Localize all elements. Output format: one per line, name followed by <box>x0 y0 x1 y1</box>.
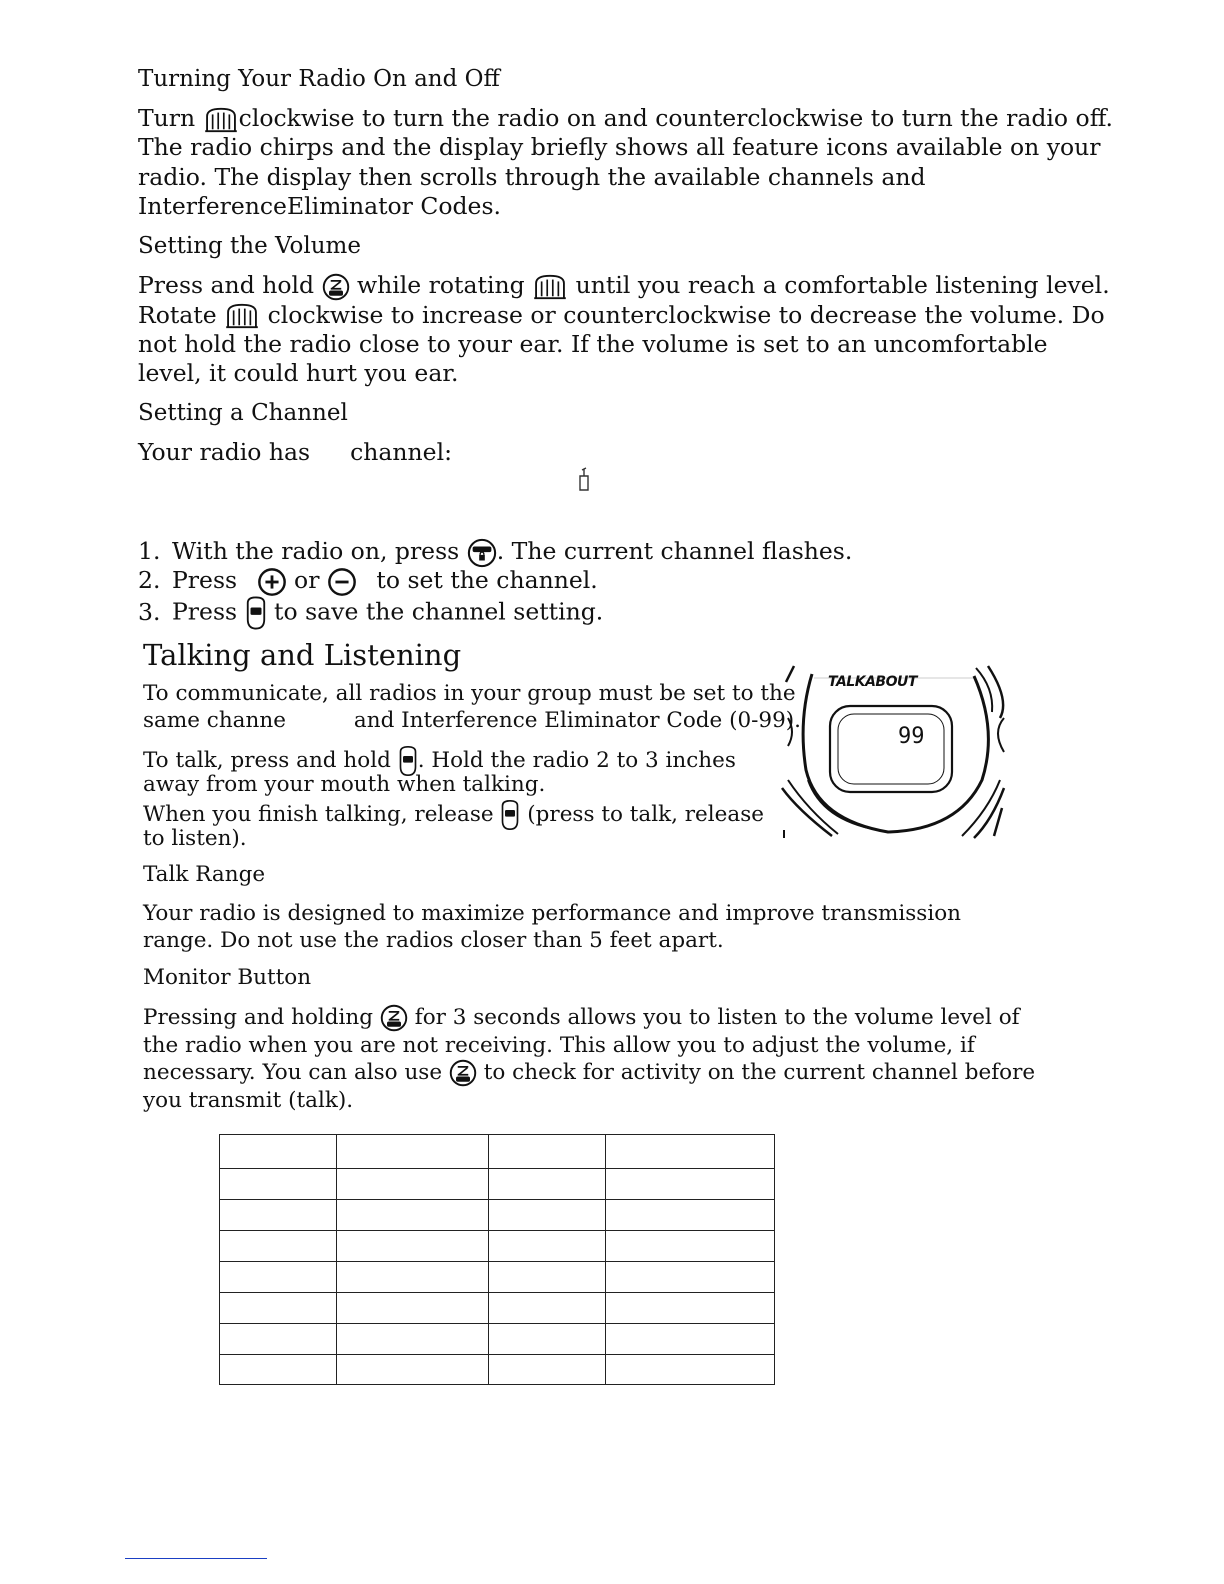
table-cell <box>606 1324 775 1355</box>
heading-talk-range: Talk Range <box>143 862 266 887</box>
text: With the radio on, press <box>172 537 460 565</box>
table-cell <box>606 1169 775 1200</box>
text: to check for activity on the current channel before you transmit (talk). <box>143 1060 1036 1113</box>
channel-step-1 <box>138 537 852 568</box>
text: . Hold the radio 2 to 3 inches <box>417 748 736 773</box>
table-row <box>220 1135 775 1169</box>
heading-monitor-button: Monitor Button <box>143 965 312 990</box>
table-cell <box>220 1200 337 1231</box>
footnote-divider <box>125 1558 267 1559</box>
table-cell <box>220 1355 337 1385</box>
table-cell <box>220 1262 337 1293</box>
table-cell <box>606 1262 775 1293</box>
table-cell <box>220 1169 337 1200</box>
volume-knob-icon <box>203 107 239 133</box>
table-cell <box>337 1200 489 1231</box>
text: You can also use <box>262 1060 443 1085</box>
table-cell <box>606 1200 775 1231</box>
step-number: 2. <box>138 566 161 594</box>
ptt-button-icon <box>245 595 267 631</box>
monitor-button-icon <box>449 1059 477 1087</box>
table-row <box>220 1293 775 1324</box>
text: To talk, press and hold <box>143 748 391 773</box>
table-cell <box>606 1135 775 1169</box>
table-row <box>220 1324 775 1355</box>
channel-intro <box>138 438 452 467</box>
channel-step-2 <box>138 566 598 597</box>
talking-line-4: away from your mouth when talking. <box>143 772 546 797</box>
heading-setting-volume: Setting the Volume <box>138 233 361 259</box>
monitor-button-icon <box>380 1004 408 1032</box>
table-cell <box>337 1135 489 1169</box>
step-number: 1. <box>138 537 161 565</box>
table-cell <box>489 1231 606 1262</box>
heading-turning-on-off: Turning Your Radio On and Off <box>138 66 500 92</box>
table-cell <box>489 1200 606 1231</box>
talking-line-2 <box>143 707 801 734</box>
table-cell <box>220 1324 337 1355</box>
table-cell <box>489 1135 606 1169</box>
table-cell <box>337 1355 489 1385</box>
text: Press and hold <box>138 271 315 299</box>
text: (press to talk, release <box>527 802 764 827</box>
table-cell <box>606 1355 775 1385</box>
channel-step-3 <box>138 595 603 631</box>
radio-illustration <box>778 660 1008 842</box>
text: Turn <box>138 104 196 132</box>
heading-setting-channel: Setting a Channel <box>138 400 348 426</box>
table-cell <box>220 1231 337 1262</box>
volume-knob-icon <box>224 303 260 329</box>
table-cell <box>489 1262 606 1293</box>
table-cell <box>337 1293 489 1324</box>
text: Your radio has <box>138 438 311 466</box>
text: while rotating <box>357 271 525 299</box>
paragraph-talk-range: Your radio is designed to maximize performance and improve transmission range. Do not use the radios closer than 5 feet apart. <box>143 901 962 953</box>
text: Rotate <box>138 300 217 329</box>
table-cell <box>337 1324 489 1355</box>
text: Press <box>172 597 238 626</box>
text: channel: <box>350 438 453 466</box>
text: . The current channel flashes. <box>496 537 853 565</box>
table-cell <box>220 1135 337 1169</box>
monitor-button-icon <box>322 273 350 301</box>
table-cell <box>489 1293 606 1324</box>
minus-button-icon <box>327 567 357 597</box>
menu-button-icon <box>467 538 497 568</box>
faint-icon <box>576 466 592 496</box>
text: Press <box>172 566 238 594</box>
table-row <box>220 1231 775 1262</box>
table-cell <box>606 1293 775 1324</box>
text: When you finish talking, release <box>143 802 494 827</box>
table-row <box>220 1169 775 1200</box>
table-row <box>220 1200 775 1231</box>
text: or <box>294 566 320 594</box>
paragraph-setting-volume <box>138 271 1118 388</box>
text: until you reach a comfortable listening level. <box>575 271 1110 299</box>
text: to save the channel setting. <box>274 597 604 626</box>
channel-table <box>219 1134 775 1385</box>
step-number: 3. <box>138 597 161 626</box>
table-cell <box>489 1355 606 1385</box>
text: Pressing and holding <box>143 1005 374 1030</box>
heading-talking-listening: Talking and Listening <box>143 638 462 672</box>
brand-logo-text: TALKABOUT <box>828 674 917 690</box>
plus-button-icon <box>257 567 287 597</box>
paragraph-turning-on-off <box>138 104 1118 221</box>
table-cell <box>337 1231 489 1262</box>
text: same channe <box>143 708 286 733</box>
volume-knob-icon <box>532 274 568 300</box>
table-cell <box>337 1262 489 1293</box>
table-cell <box>220 1293 337 1324</box>
table-cell <box>489 1169 606 1200</box>
ptt-button-icon <box>500 798 520 832</box>
text: The radio chirps and the display briefly shows all feature icons available on your radio. The display then scrolls through the available channels and InterferenceEliminator Codes. <box>138 133 1101 220</box>
text: clockwise to turn the radio on and counterclockwise to turn the radio off. <box>238 104 1114 132</box>
table-cell <box>337 1169 489 1200</box>
talking-line-6: to listen). <box>143 826 247 851</box>
talking-line-1: To communicate, all radios in your group must be set to the <box>143 681 796 706</box>
table-cell <box>606 1231 775 1262</box>
paragraph-monitor-button <box>143 1004 1043 1114</box>
display-value: 99 <box>898 724 925 749</box>
table-row <box>220 1355 775 1385</box>
table-cell <box>489 1324 606 1355</box>
table-row <box>220 1262 775 1293</box>
text: to set the channel. <box>376 566 598 594</box>
text: clockwise to increase or counterclockwise to decrease the volume. Do not hold the radio close to your ear. If the volume is set to an uncomfortable level, it could hurt you ear. <box>138 300 1105 388</box>
text: for 3 seconds allows you to listen to the volume level of the radio when you are not receiving. This allow you to adjust the volume, if necessary. <box>143 1005 1020 1085</box>
text: and Interference Eliminator Code (0-99). <box>353 708 801 733</box>
